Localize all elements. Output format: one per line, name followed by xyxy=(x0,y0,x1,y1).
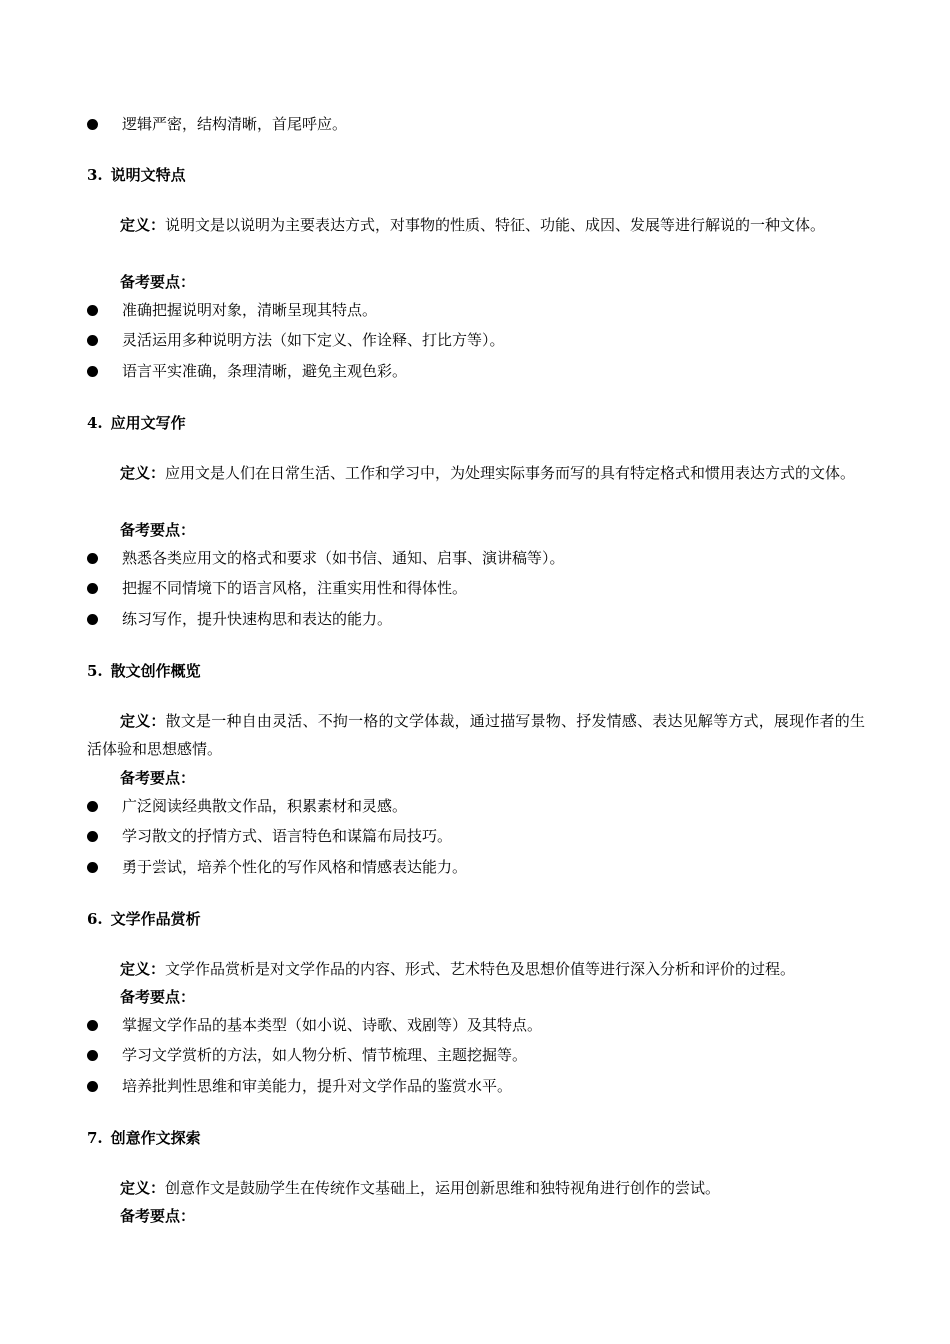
list-item: 语言平实准确，条理清晰，避免主观色彩。 xyxy=(87,360,877,382)
key-points-label: 备考要点： xyxy=(120,273,196,291)
list-item: 熟悉各类应用文的格式和要求（如书信、通知、启事、演讲稿等）。 xyxy=(87,547,877,569)
list-item: 勇于尝试，培养个性化的写作风格和情感表达能力。 xyxy=(87,856,877,878)
definition-paragraph: 定义：应用文是人们在日常生活、工作和学习中，为处理实际事务而写的具有特定格式和惯用表达方式的文体。 xyxy=(120,464,856,482)
list-item: 把握不同情境下的语言风格，注重实用性和得体性。 xyxy=(87,577,877,599)
bullet-icon xyxy=(87,862,98,873)
bullet-icon xyxy=(87,553,98,564)
list-item: 灵活运用多种说明方法（如下定义、作诠释、打比方等）。 xyxy=(87,329,877,351)
section-heading-5: 5. 散文创作概览 xyxy=(87,662,201,680)
list-item: 培养批判性思维和审美能力，提升对文学作品的鉴赏水平。 xyxy=(87,1075,877,1097)
section-heading-4: 4. 应用文写作 xyxy=(87,414,186,432)
section-heading-7: 7. 创意作文探索 xyxy=(87,1129,201,1147)
list-item: 学习散文的抒情方式、语言特色和谋篇布局技巧。 xyxy=(87,825,877,847)
definition-paragraph: 定义：文学作品赏析是对文学作品的内容、形式、艺术特色及思想价值等进行深入分析和评价的过程。 xyxy=(120,960,796,978)
key-points-label: 备考要点： xyxy=(120,521,196,539)
bullet-icon xyxy=(87,614,98,625)
bullet-icon xyxy=(87,1081,98,1092)
section-heading-3: 3. 说明文特点 xyxy=(87,166,186,184)
key-points-label: 备考要点： xyxy=(120,1207,196,1225)
bullet-icon xyxy=(87,831,98,842)
bullet-icon xyxy=(87,335,98,346)
bullet-icon xyxy=(87,801,98,812)
list-item: 广泛阅读经典散文作品，积累素材和灵感。 xyxy=(87,795,877,817)
bullet-icon xyxy=(87,1020,98,1031)
section-heading-6: 6. 文学作品赏析 xyxy=(87,910,201,928)
key-points-label: 备考要点： xyxy=(120,769,196,787)
key-points-label: 备考要点： xyxy=(120,988,196,1006)
list-item: 学习文学赏析的方法，如人物分析、情节梳理、主题挖掘等。 xyxy=(87,1044,877,1066)
list-item: 逻辑严密，结构清晰，首尾呼应。 xyxy=(87,113,877,135)
definition-paragraph: 定义：创意作文是鼓励学生在传统作文基础上，运用创新思维和独特视角进行创作的尝试。 xyxy=(120,1179,721,1197)
list-item: 掌握文学作品的基本类型（如小说、诗歌、戏剧等）及其特点。 xyxy=(87,1014,877,1036)
list-item: 准确把握说明对象，清晰呈现其特点。 xyxy=(87,299,877,321)
bullet-icon xyxy=(87,119,98,130)
definition-paragraph: 定义：散文是一种自由灵活、不拘一格的文学体裁，通过描写景物、抒发情感、表达见解等方式，展现作者的生活体验和思想感情。 xyxy=(87,712,865,758)
bullet-icon xyxy=(87,583,98,594)
bullet-icon xyxy=(87,1050,98,1061)
definition-paragraph: 定义：说明文是以说明为主要表达方式，对事物的性质、特征、功能、成因、发展等进行解说的一种文体。 xyxy=(120,216,826,234)
bullet-icon xyxy=(87,305,98,316)
list-item: 练习写作，提升快速构思和表达的能力。 xyxy=(87,608,877,630)
bullet-icon xyxy=(87,366,98,377)
